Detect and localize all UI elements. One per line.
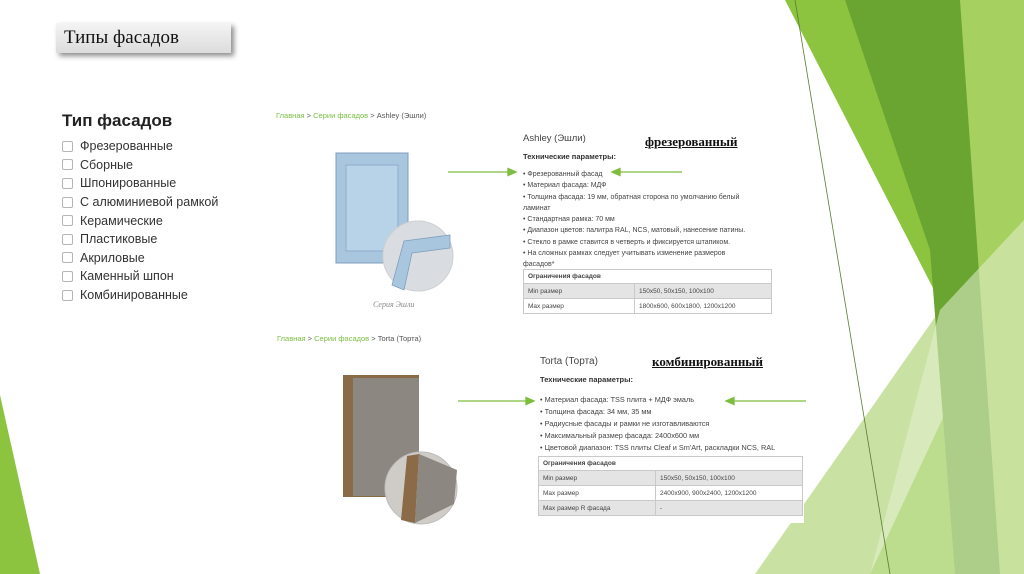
param-item: • Радиусные фасады и рамки не изготавливаются	[540, 419, 710, 428]
param-item: фасадов*	[523, 261, 555, 269]
param-item: • Стандартная рамка: 70 мм	[523, 216, 615, 224]
breadcrumb-series-link[interactable]: Серии фасадов	[313, 111, 369, 120]
table-cell-label: Min размер	[524, 284, 635, 299]
table-cell-value: 1800x600, 600x1800, 1200x1200	[635, 299, 772, 314]
breadcrumb-home-link[interactable]: Главная	[276, 111, 305, 120]
table-cell-value: 150x50, 50x150, 100x100	[656, 471, 803, 486]
param-item: • Материал фасада: TSS плита + МДФ эмаль	[540, 395, 695, 404]
arrow-right-1-head	[508, 169, 516, 176]
filter-item-label: Пластиковые	[80, 232, 158, 247]
breadcrumb-separator: >	[306, 111, 312, 120]
param-item: • Толщина фасада: 34 мм, 35 мм	[540, 407, 652, 416]
param-item: • Фрезерованный фасад	[523, 171, 603, 178]
breadcrumb-current: Torta (Торта)	[377, 334, 422, 343]
arrow-right-2-head	[526, 398, 534, 405]
filter-item-label: Шпонированные	[80, 176, 177, 191]
breadcrumb-separator: >	[307, 334, 313, 343]
params-title: Технические параметры:	[523, 152, 617, 161]
param-item: • Стекло в рамке ставится в четверть и фиксируется штапиком.	[523, 238, 731, 246]
type-label-milled: фрезерованный	[645, 134, 738, 149]
breadcrumb-separator: >	[370, 111, 375, 120]
table-cell-value: 2400x900, 900x2400, 1200x1200	[656, 486, 803, 501]
table-cell-label: Min размер	[539, 471, 656, 486]
table-cell-label: Max размер R фасада	[539, 501, 656, 516]
param-item: • На сложных рамках следует учитывать изменение размеров	[523, 250, 726, 258]
product-name: Ashley (Эшли)	[523, 133, 586, 144]
breadcrumb-series-link[interactable]: Серии фасадов	[314, 334, 370, 343]
table-cell-label: Max размер	[524, 299, 635, 314]
filter-item-label: Керамические	[80, 213, 163, 228]
product-name: Torta (Торта)	[540, 356, 598, 367]
param-item: • Цветовой диапазон: TSS плиты Cleaf и Sm'Art, раскладки NCS, RAL	[540, 443, 776, 452]
filter-title: Тип фасадов	[62, 111, 173, 130]
table-cell-value: 150x50, 50x150, 100x100	[635, 284, 772, 299]
params-title: Технические параметры:	[540, 375, 634, 384]
param-item: • Максимальный размер фасада: 2400x600 мм	[540, 431, 700, 440]
param-item: • Материал фасада: МДФ	[523, 182, 607, 190]
filter-item-label: Акриловые	[80, 250, 145, 265]
filter-item-label: Сборные	[80, 157, 133, 172]
table-cell-label: Max размер	[539, 486, 656, 501]
param-item: • Толщина фасада: 19 мм, обратная сторона по умолчанию белый	[523, 193, 740, 201]
breadcrumb-current: Ashley (Эшли)	[376, 111, 427, 120]
filter-item-label: Фрезерованные	[80, 139, 173, 154]
arrow-left-2-head	[726, 398, 734, 405]
image-caption: Серия Эшли	[373, 300, 415, 309]
param-item: ламинат	[523, 204, 551, 212]
breadcrumb-separator: >	[371, 334, 376, 343]
slide-title: Типы фасадов	[56, 23, 231, 53]
param-item: • Диапазон цветов: палитра RAL, NCS, матовый, нанесение патины.	[523, 227, 746, 235]
arrow-left-1-head	[612, 169, 620, 176]
table-header: Ограничения фасадов	[539, 457, 803, 471]
table-header: Ограничения фасадов	[524, 270, 772, 284]
type-label-combined: комбинированный	[652, 354, 763, 369]
filter-item-label: С алюминиевой рамкой	[80, 195, 219, 210]
breadcrumb-home-link[interactable]: Главная	[277, 334, 306, 343]
filter-item-label: Комбинированные	[80, 288, 188, 303]
filter-item-label: Каменный шпон	[80, 269, 174, 284]
table-cell-value: -	[656, 501, 803, 516]
